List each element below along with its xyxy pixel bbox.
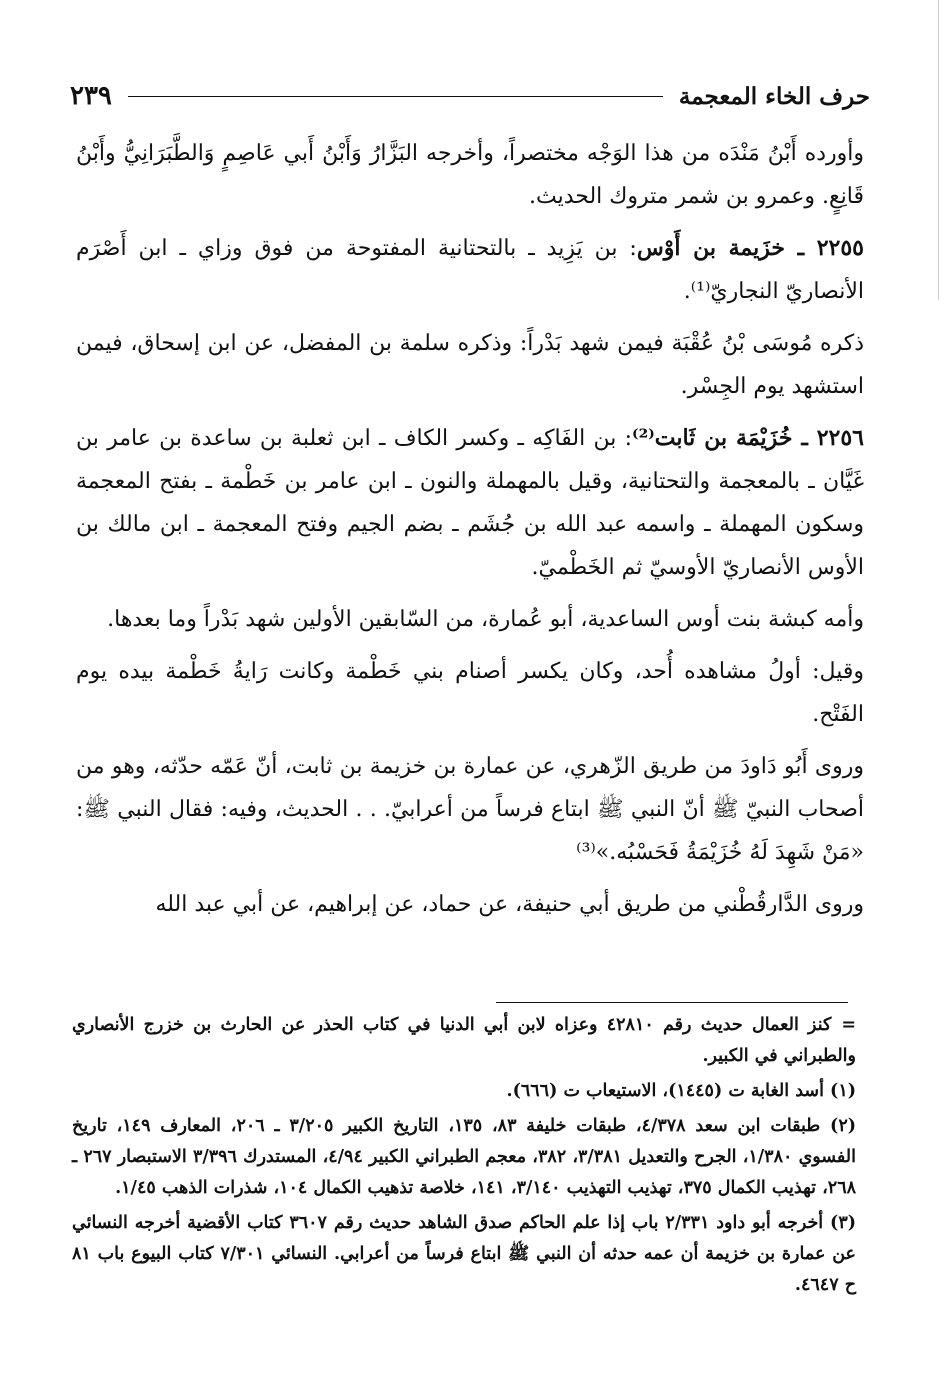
paragraph-5: وأمه كبشة بنت أوس الساعدية، أبو عُمارة، من السّابقين الأولين شهد بَدْراً وما بعدها. <box>107 607 864 632</box>
footnote-continuation <box>72 1010 856 1072</box>
footnote-separator <box>496 1002 848 1003</box>
entry-2256-heading: ٢٢٥٦ ـ خُزَيْمَة بن ثَابت⁽²⁾ <box>632 425 864 451</box>
paragraph-8: وروى الدَّارقُطْني من طريق أبي حنيفة، عن حماد، عن إبراهيم، عن أبي عبد الله <box>155 892 864 917</box>
paragraph-6: وقيل: أولُ مشاهده أُحد، وكان يكسر أصنام بني خَطْمة وكانت رَايةُ خَطْمة بيده يوم الفَتْح. <box>76 659 864 727</box>
footnotes <box>72 1010 856 1305</box>
entry-2255-heading: ٢٢٥٥ ـ خزَيمة بن أَوْس <box>636 235 864 261</box>
paragraph-7: وروى أَبُو دَاودَ من طريق الزّهري، عن عمارة بن خزيمة بن ثابت، أنّ عَمّه حدّثه، وهو من أصحاب النبيّ ﷺ أنّ النبي ﷺ ابتاع فرساً من أعرابيّ. . . الحديث، وفيه: فقال النبي ﷺ: «مَنْ شَهِدَ لَهُ خُزَيْمَةُ فَحَسْبُه.»⁽³⁾ <box>76 754 864 865</box>
page-number: ٢٣٩ <box>70 81 112 111</box>
footnote-continuation-text: كنز العمال حديث رقم ٤٢٨١٠ وعزاه لابن أبي الدنيا في كتاب الحذر عن الحارث بن خزرج الأنصاري والطبراني في الكبير. <box>72 1015 856 1066</box>
entry-2256-text: : بن الفَاكِه ـ وكسر الكاف ـ ابن ثعلبة بن ساعدة بن عامر بن غَيَّان ـ بالمعجمة والتحتانية، وقيل بالمهملة والنون ـ ابن عامر بن خَطْمة ـ بفتح المعجمة وسكون المهملة ـ واسمه عبد الله بن جُشَم ـ بضم الجيم وفتح المعجمة ـ ابن مالك بن الأوس الأنصاريّ الأوسيّ ثم الخَطْميّ. <box>76 426 864 580</box>
main-text <box>76 132 864 935</box>
continuation-mark: = <box>841 1015 856 1035</box>
scan-edge-line <box>938 0 939 300</box>
entry-2255 <box>76 227 864 313</box>
footnote-1: (١) أسد الغابة ت (١٤٤٥)، الاستيعاب ت (٦٦٦). <box>506 1081 856 1101</box>
paragraph-3: ذكره مُوسَى بْنُ عُقْبَة فيمن شهد بَدْراً: وذكره سلمة بن المفضل، عن ابن إسحاق، فيمن استشهد يوم الجِسْر. <box>76 331 864 399</box>
paragraph-1: وأورده أَبْنُ مَنْدَه من هذا الوَجْه مختصراً، وأخرجه البَزَّارُ وَأَبْنُ أَبي عَاصِمٍ وَالطَّبَرَانِيُّ وأَبْنُ قَانِعٍ. وعمرو بن شمر متروك الحديث. <box>76 141 864 209</box>
running-title: حرف الخاء المعجمة <box>678 82 870 110</box>
page-header <box>70 76 870 116</box>
footnote-2: (٢) طبقات ابن سعد ٤/٣٧٨، طبقات خليفة ٨٣، ١٣٥، التاريخ الكبير ٣/٢٠٥ ـ ٢٠٦، المعارف ١٤٩، تاريخ الفسوي ١/٣٨٠، الجرح والتعديل ٣/٣٨١، ٣٨٢، معجم الطبراني الكبير ٤/٩٤، المستدرك ٣/٣٩٦ الاستبصار ٢٦٧ ـ ٢٦٨، تهذيب الكمال ٣٧٥، تهذيب التهذيب ٣/١٤٠، ١٤١، خلاصة تذهيب الكمال ١٠٤، شذرات الذهب ١/٤٥. <box>72 1116 857 1198</box>
header-rule <box>128 96 663 97</box>
entry-2255-text: : بن يَزِيد ـ بالتحتانية المفتوحة من فوق وزاي ـ ابن أَصْرَم الأنصاريّ النجاريّ⁽¹⁾. <box>76 236 864 304</box>
entry-2256 <box>76 417 864 589</box>
footnote-3: (٣) أخرجه أبو داود ٢/٣٣١ باب إذا علم الحاكم صدق الشاهد حديث رقم ٣٦٠٧ كتاب الأقضية أخرجه النسائي عن عمارة بن خزيمة أن عمه حدثه أن النبي ﷺ ابتاع فرساً من أعرابي. النسائي ٧/٣٠١ كتاب البيوع باب ٨١ ح ٤٦٤٧. <box>72 1213 857 1295</box>
